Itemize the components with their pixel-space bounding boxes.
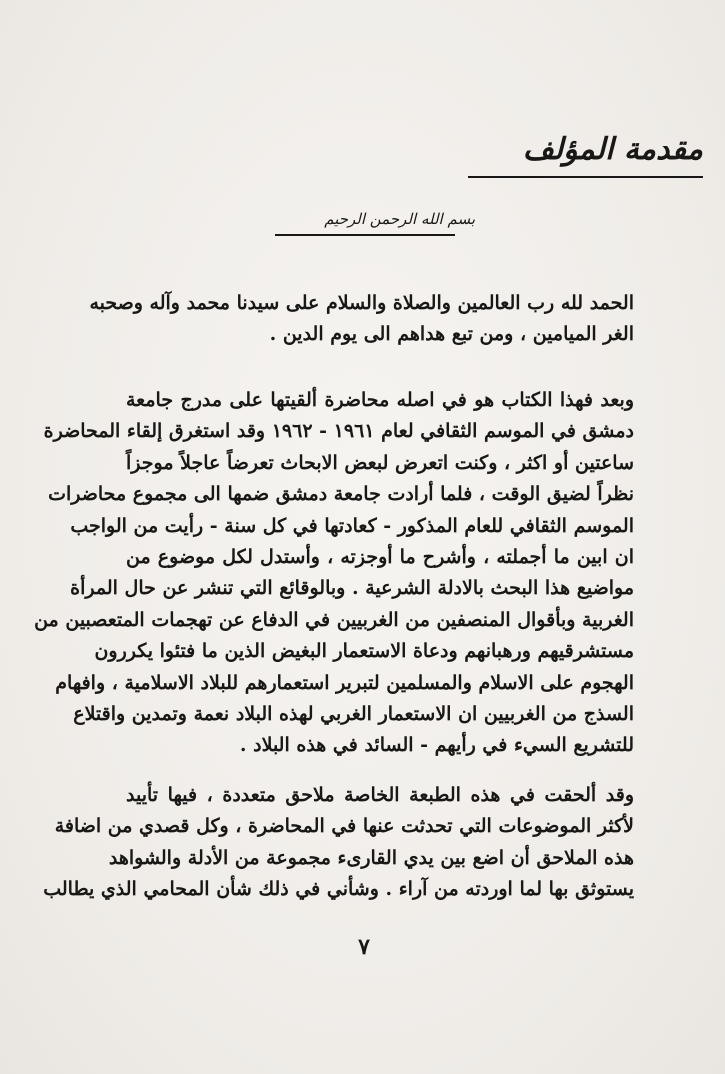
text-line: الغر الميامين ، ومن تبع هداهم الى يوم الدين . bbox=[269, 323, 634, 346]
chapter-title: مقدمة المؤلف bbox=[522, 132, 703, 167]
text-line: الحمد لله رب العالمين والصلاة والسلام على سيدنا محمد وآله وصحبه bbox=[89, 292, 634, 314]
paragraph-opening bbox=[89, 288, 634, 351]
text-line: هذه الملاحق أن اضع بين يدي القارىء مجموعة من الأدلة والشواهد bbox=[108, 846, 634, 869]
text-line: دمشق في الموسم الثقافي لعام ١٩٦١ - ١٩٦٢ وقد استغرق إلقاء المحاضرة bbox=[43, 420, 634, 443]
chapter-heading bbox=[403, 132, 703, 192]
text-line: مواضيع هذا البحث بالادلة الشرعية . وبالوقائع التي تنشر عن حال المرأة bbox=[70, 577, 634, 600]
text-line: وقد ألحقت في هذه الطبعة الخاصة ملاحق متعددة ، فيها تأييد bbox=[126, 784, 634, 806]
heading-underline bbox=[468, 176, 703, 178]
text-line: الموسم الثقافي للعام المذكور - كعادتها في كل سنة - رأيت من الواجب bbox=[70, 514, 634, 537]
paragraph-appendices bbox=[43, 780, 634, 906]
text-line: مستشرقيهم ورهبانهم ودعاة الاستعمار البغيض الذين ما فتئوا يكررون bbox=[94, 640, 634, 663]
text-line: وبعد فهذا الكتاب هو في اصله محاضرة ألقيتها على مدرج جامعة bbox=[126, 389, 634, 411]
basmala-ornament bbox=[255, 206, 475, 246]
text-line: يستوثق بها لما اوردته من آراء . وشأني في ذلك شأن المحامي الذي يطالب bbox=[43, 878, 634, 901]
basmala-line bbox=[275, 234, 455, 236]
text-line: ان ابين ما أجملته ، وأشرح ما أوجزته ، وأستدل لكل موضوع من bbox=[126, 546, 634, 569]
text-line: الهجوم على الاسلام والمسلمين لتبرير استعمارهم للبلاد الاسلامية ، وافهام bbox=[55, 671, 634, 694]
paragraph-main bbox=[34, 385, 634, 762]
text-line: ساعتين أو اكثر ، وكنت اتعرض لبعض الابحاث تعرضاً عاجلاً موجزاً bbox=[126, 451, 634, 474]
text-line: لأكثر الموضوعات التي تحدثت عنها في المحاضرة ، وكل قصدي من اضافة bbox=[54, 815, 634, 838]
text-line: نظراً لضيق الوقت ، فلما أرادت جامعة دمشق ضمها الى مجموع محاضرات bbox=[48, 483, 634, 506]
text-line: الغربية وبأقوال المنصفين من الغربيين في الدفاع عن تهجمات المتعصبين من bbox=[34, 608, 634, 631]
text-line: السذج من الغربيين ان الاستعمار الغربي لهذه البلاد نعمة وتمدين واقتلاع bbox=[73, 703, 634, 726]
text-line: للتشريع السيء في رأيهم - السائد في هذه البلاد . bbox=[239, 734, 634, 757]
page-number: ٧ bbox=[358, 934, 370, 960]
basmala-text: بسم الله الرحمن الرحيم bbox=[324, 210, 475, 228]
